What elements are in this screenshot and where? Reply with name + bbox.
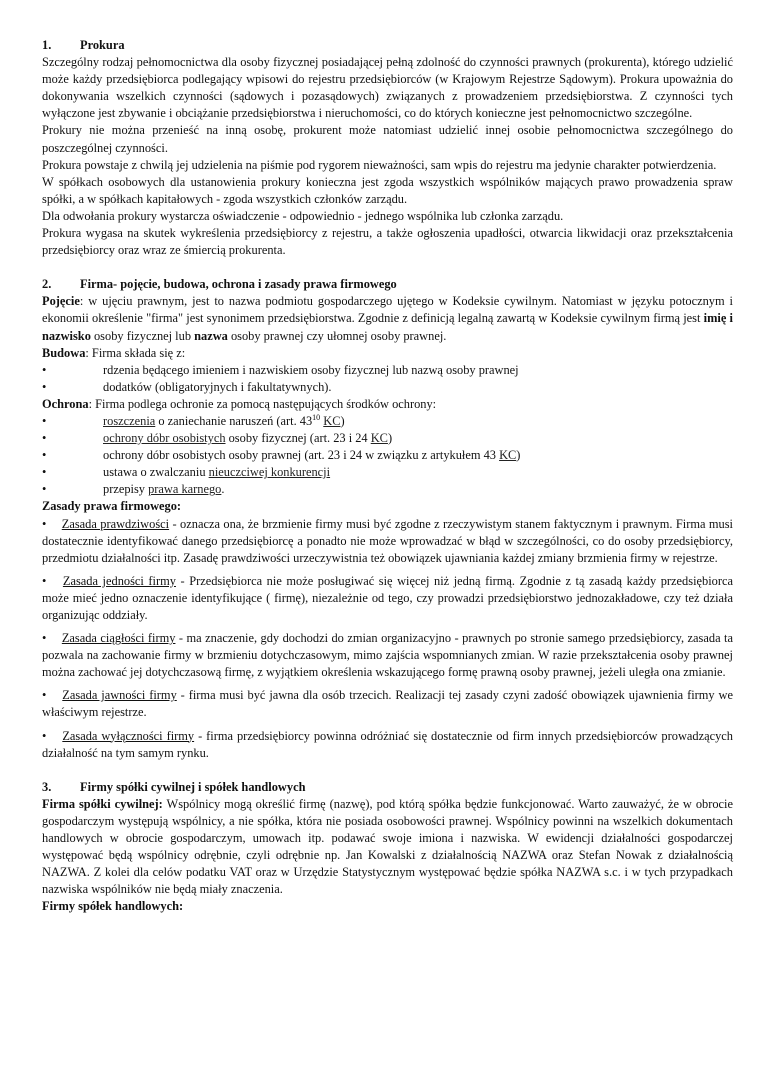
bullet-icon: • — [42, 516, 47, 531]
zasada-paragraph — [42, 687, 733, 721]
bullet-icon: • — [42, 362, 47, 377]
zasada-name: Zasada jedności firmy — [62, 573, 176, 588]
text-run: ochrony dóbr osobistych osoby prawnej (art. 23 i 24 w związku z artykułem 43 — [103, 448, 500, 463]
link-nieuczciwej-konkurencji[interactable]: nieuczciwej konkurencji — [208, 465, 331, 480]
link-kc[interactable]: KC — [499, 448, 517, 463]
list-item — [42, 413, 733, 430]
link-prawa-karnego[interactable]: prawa karnego — [148, 482, 222, 497]
bullet-icon: • — [42, 465, 47, 480]
list-item-text: rdzenia będącego imieniem i nazwiskiem osoby fizycznej lub nazwą osoby prawnej — [103, 362, 519, 377]
section-number: 3. — [42, 779, 52, 794]
term-label: Ochrona — [42, 396, 89, 411]
text-run: . — [221, 482, 225, 497]
zasada-name: Zasada ciągłości firmy — [61, 631, 176, 646]
list-item — [42, 481, 733, 498]
text-run: osoby prawnej czy ułomnej osoby prawnej. — [227, 328, 447, 343]
paragraph: Prokury nie można przenieść na inną osobę, prokurent może natomiast udzielić innej osobie pełnomocnictwa szczególnego do poszczególnej czynności. — [42, 123, 733, 155]
link-ochrony-dobr-osobistych[interactable]: ochrony dóbr osobistych — [103, 431, 226, 446]
list-item — [42, 447, 733, 464]
section-title: Prokura — [80, 38, 125, 52]
text-run: : Firma składa się z: — [85, 345, 186, 360]
paragraph: Prokura wygasa na skutek wykreślenia przedsiębiorcy z rejestru, a także ogłoszenia upadłości, otwarcia likwidacji oraz przekształcenia przedsiębiorcy oraz wraz ze śmiercią prokurenta. — [42, 226, 733, 258]
text-run: ) — [516, 448, 521, 463]
list-item — [42, 464, 733, 481]
paragraph — [42, 796, 733, 899]
paragraph: W spółkach osobowych dla ustanowienia prokury konieczna jest zgoda wszystkich wspólników mających prawo prowadzenia spraw spółki, a w spółkach kapitałowych - zgoda wszystkich członków zarządu. — [42, 174, 733, 206]
text-run: : Firma podlega ochronie za pomocą następujących środków ochrony: — [88, 396, 437, 411]
section-3-heading — [42, 779, 733, 796]
section-number: 2. — [42, 277, 52, 292]
text-run: ) — [387, 431, 393, 446]
text-run: - firma przedsiębiorcy powinna odróżniać się dostatecznie od firm innych przedsiębiorców prowadzących działalność na tym samym rynku. — [42, 728, 733, 760]
zasada-name: Zasada prawdziwości — [61, 516, 170, 531]
bold-term: imię i nazwisko — [42, 311, 734, 343]
term-label: Budowa — [42, 345, 86, 360]
text-run: o zaniechanie naruszeń (art. 43 — [155, 413, 313, 428]
zasada-paragraph — [42, 630, 733, 681]
link-kc[interactable]: KC — [370, 431, 388, 446]
bullet-icon: • — [42, 379, 47, 394]
zasada-paragraph — [42, 728, 733, 762]
list-item — [42, 430, 733, 447]
term-label: Pojęcie — [42, 294, 80, 309]
section-number: 1. — [42, 38, 52, 52]
text-run: ustawa o zwalczaniu — [103, 465, 209, 480]
text-run: przepisy — [103, 482, 149, 497]
paragraph: Dla odwołania prokury wystarcza oświadczenie - odpowiednio - jednego wspólnika lub członka zarządu. — [42, 208, 564, 223]
text-run: - Przedsiębiorca nie może posługiwać się więcej niż jedną firmą. Zgodnie z tą zasadą każdy przedsiębiorca może mieć jedno oznaczenie identyfikujące ( firmę), niezależnie od tego, czy prowadzi przedsiębiorstwo jednozakładowe, czy też działa organizując oddziały. — [42, 573, 733, 622]
zasada-paragraph — [42, 516, 733, 567]
definition-paragraph — [42, 293, 733, 344]
bullet-icon: • — [42, 482, 47, 497]
ochrona-line — [42, 396, 733, 413]
budowa-line — [42, 345, 733, 362]
text-run: osoby fizycznej lub — [90, 328, 195, 343]
term-label: Firma spółki cywilnej: — [42, 796, 163, 811]
text-run: ) — [340, 413, 345, 428]
text-run: Wspólnicy mogą określić firmę (nazwę), pod którą spółka będzie funkcjonować. Warto zauważyć, że w obrocie gospodarczym występują wspólnicy, a nie spółka, która nie posiada osobowości prawnej. Wspólnicy powinni na wszelkich dokumentach handlowych w obrocie gospodarczym, umowach itp. podawać swoje imiona i nazwiska. W ewidencji działalności gospodarczej występować będą wspólnicy odrębnie, czyli odrębnie np. Jan Kowalski z działalnością NAZWA oraz Stefan Nowak z działalnością NAZWA. Z kolei dla celów podatku VAT oraz w Urzędzie Statystycznym występować będzie spółka NAZWA s.c. i w tych przypadkach nazwiska wspólników nie będą miały znaczenia. — [42, 796, 733, 897]
zasady-heading: Zasady prawa firmowego: — [42, 499, 182, 514]
bullet-icon: • — [42, 728, 47, 743]
list-item-text: dodatków (obligatoryjnych i fakultatywnych). — [103, 379, 332, 394]
ochrona-list — [42, 413, 733, 498]
subheading: Firmy spółek handlowych: — [42, 899, 184, 914]
section-2-heading — [42, 276, 733, 293]
paragraph: Szczególny rodzaj pełnomocnictwa dla osoby fizycznej posiadającej pełną zdolność do czynności prawnych (prokurenta), którego udzielić może każdy przedsiębiorca podlegający wpisowi do rejestru przedsiębiorców (w Krajowym Rejestrze Sądowym). Prokura upoważnia do dokonywania wszelkich czynności (sądowych i pozasądowych) związanych z prowadzeniem przedsiębiorstwa. Z czynności tych wyłączone jest zbywanie i obciążanie przedsiębiorstwa i nieruchomości, co do których konieczne jest pełnomocnictwo szczególne. — [42, 55, 733, 121]
text-run: : w ujęciu prawnym, jest to nazwa podmiotu gospodarczego ujętego w Kodeksie cywilnym. Natomiast w języku potocznym i ekonomii określenie "firma" jest synonimem przedsiębiorstwa. Zgodnie z definicją legalną zawartą w Kodeksie cywilnym firmą jest — [42, 294, 733, 326]
zasada-name: Zasada jawności firmy — [62, 688, 177, 703]
text-run: - ma znaczenie, gdy dochodzi do zmian organizacyjno - prawnych po stronie samego przedsiębiorcy, zasada ta pozwala na zachowanie firmy w brzmieniu dotychczasowym, mimo zajścia wspomnianych zmian. W razie przekształcenia osoby prawnej można zachować jej dotychczasową firmę, z wyjątkiem określenia wskazującego formę prawną osoby prawnej, jeżeli uległa ona zmianie. — [42, 631, 733, 680]
link-kc[interactable]: KC — [323, 413, 341, 428]
zasada-name: Zasada wyłączności firmy — [62, 728, 195, 743]
superscript: 10 — [312, 412, 321, 422]
list-item — [42, 379, 733, 396]
bold-term: nazwa — [194, 328, 228, 343]
zasada-paragraph — [42, 573, 733, 624]
text-run: osoby fizycznej (art. 23 i 24 — [225, 431, 371, 446]
bullet-icon: • — [42, 631, 47, 646]
link-roszczenia[interactable]: roszczenia — [103, 413, 156, 428]
section-title: Firmy spółki cywilnej i spółek handlowych — [80, 779, 306, 794]
section-1-heading — [42, 37, 733, 54]
text-run: - firma musi być jawna dla osób trzecich. Realizacji tej zasady czyni zadość obowiązek ujawnienia firmy we właściwym rejestrze. — [42, 688, 733, 720]
bullet-icon: • — [42, 573, 47, 588]
bullet-icon: • — [42, 688, 47, 703]
bullet-icon: • — [42, 413, 47, 428]
paragraph: Prokura powstaje z chwilą jej udzielenia na piśmie pod rygorem nieważności, sam wpis do rejestru ma jedynie charakter potwierdzenia. — [42, 157, 717, 172]
list-item — [42, 362, 733, 379]
budowa-list — [42, 362, 733, 396]
text-run: - oznacza ona, że brzmienie firmy musi być zgodne z rzeczywistym stanem faktycznym i prawnym. Firma musi dostatecznie identyfikować danego przedsiębiorcę a ponadto nie może wprowadzać w błąd w szczególności, co do osoby przedsiębiorcy, przedmiotu działalności itp. Zasadę prawdziwości urzeczywistnia też obowiązek ujawniania każdej zmiany brzmienia firmy w rejestrze. — [42, 516, 733, 565]
bullet-icon: • — [42, 431, 47, 446]
bullet-icon: • — [42, 448, 47, 463]
section-title: Firma- pojęcie, budowa, ochrona i zasady prawa firmowego — [80, 277, 397, 292]
